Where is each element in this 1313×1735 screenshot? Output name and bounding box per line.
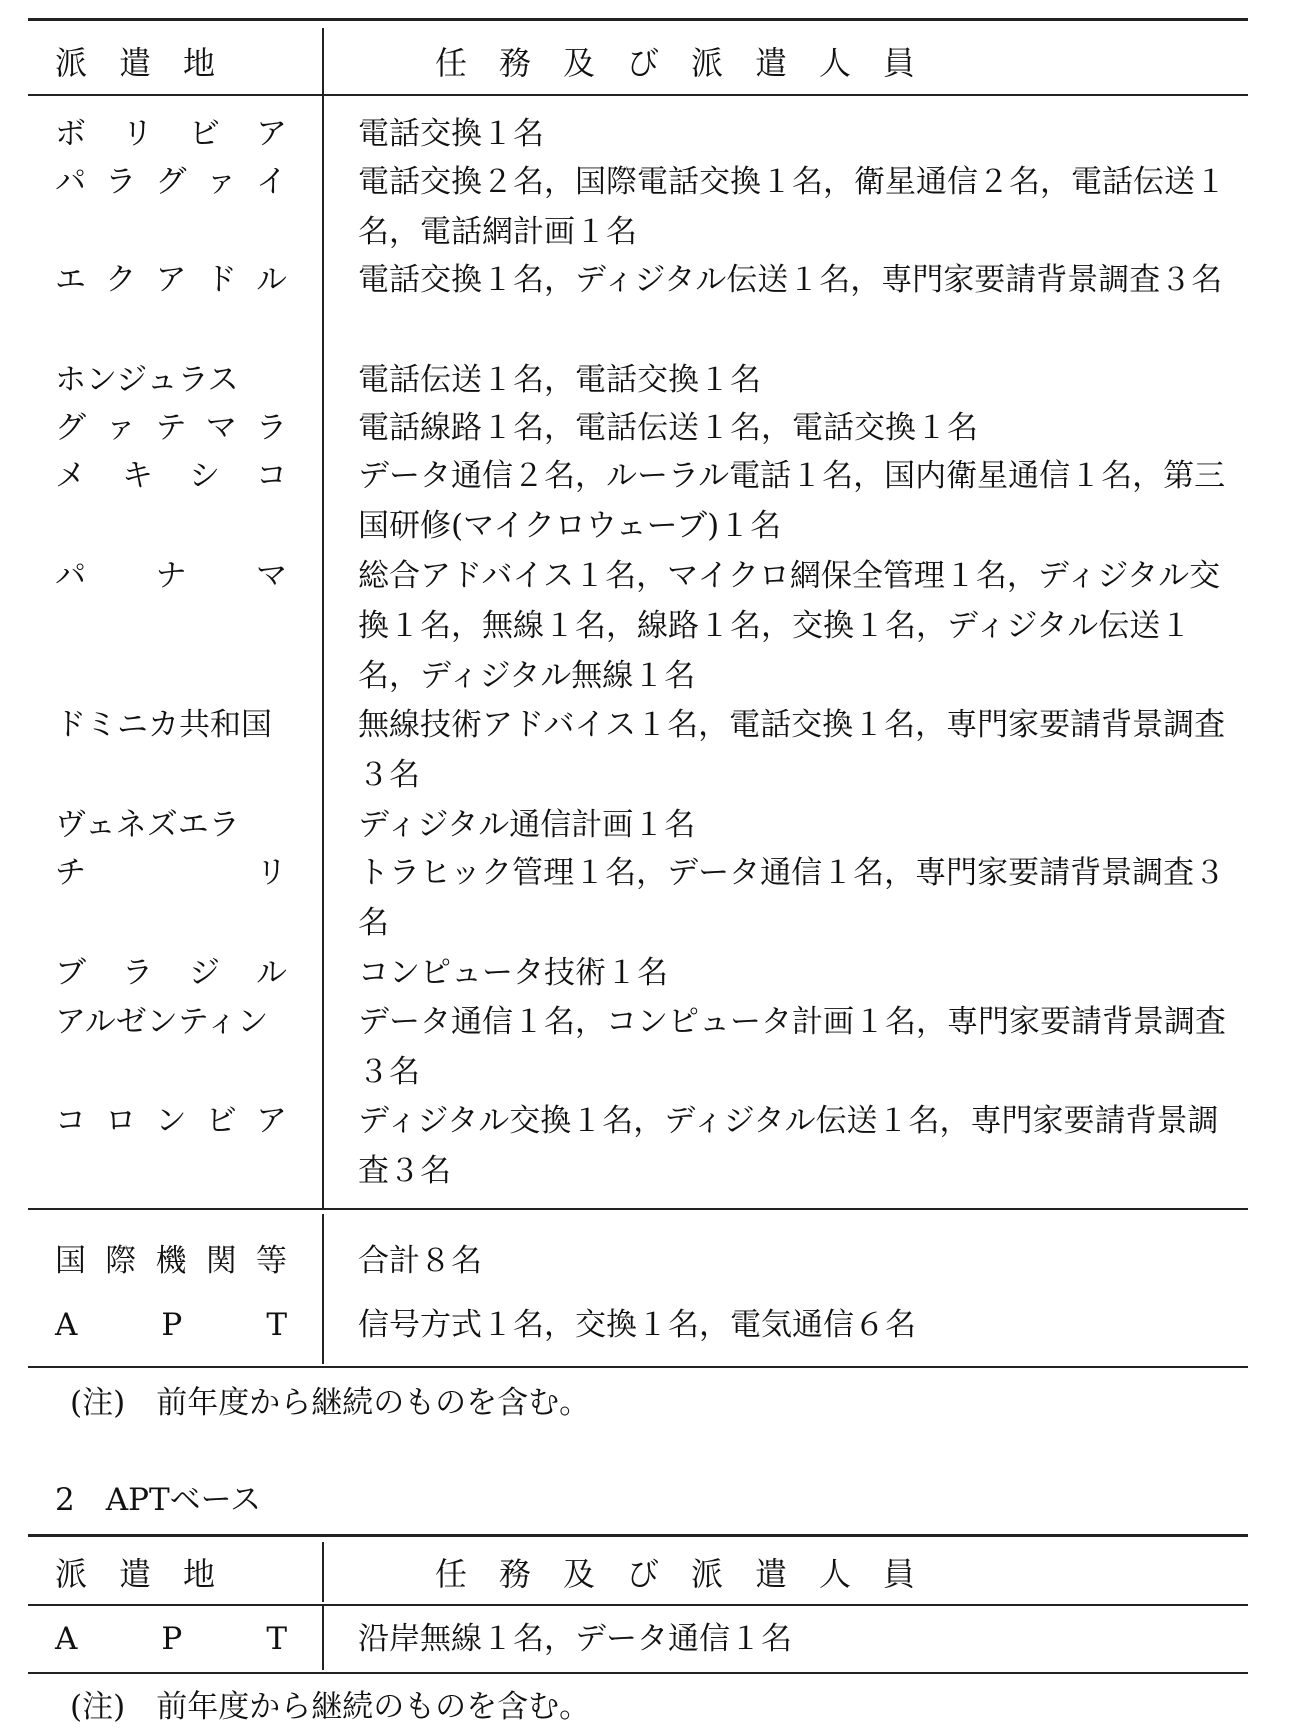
country-char: コ bbox=[55, 1103, 86, 1139]
table-row-country bbox=[55, 109, 287, 159]
country-char: ア bbox=[256, 1103, 287, 1139]
section2-title: 2 APTベース bbox=[55, 1482, 262, 1518]
table-row-duties: 電話交換２名，国際電話交換１名，衛星通信２名，電話伝送１名，電話網計画１名 bbox=[358, 164, 1226, 250]
table-row-country bbox=[55, 1236, 287, 1286]
table-row-duties: データ通信２名，ルーラル電話１名，国内衛星通信１名，第三国研修(マイクロウェーブ)１名 bbox=[358, 458, 1226, 544]
table1-header-duties: 任 務 及 び 派 遣 人 員 bbox=[435, 44, 916, 82]
country-char: ビ bbox=[189, 116, 220, 152]
country-char: パ bbox=[55, 164, 86, 200]
table-row-country bbox=[55, 948, 287, 998]
country-char: 関 bbox=[205, 1243, 237, 1279]
country-char: T bbox=[266, 1307, 287, 1343]
country-char: ラ bbox=[256, 410, 287, 446]
country-char: イ bbox=[256, 164, 287, 200]
country-char: リ bbox=[122, 116, 153, 152]
country-char: 国 bbox=[55, 1243, 86, 1279]
table-row-duties: 総合アドバイス１名，マイクロ網保全管理１名，ディジタル交換１名，無線１名，線路１名，交換１名，ディジタル伝送１名，ディジタル無線１名 bbox=[358, 558, 1221, 694]
table2-header-duties: 任 務 及 び 派 遣 人 員 bbox=[435, 1555, 916, 1593]
country-char: ブ bbox=[55, 955, 86, 991]
table1-header-divider bbox=[322, 28, 324, 94]
table-row-duties: 電話伝送１名，電話交換１名 bbox=[358, 362, 761, 398]
table-row-country bbox=[55, 451, 287, 501]
table2-header-divider bbox=[322, 1542, 324, 1602]
table-row-country: アルゼンティン bbox=[55, 1004, 269, 1040]
country-char: コ bbox=[256, 458, 287, 494]
table-row-duties: 電話線路１名，電話伝送１名，電話交換１名 bbox=[358, 410, 978, 446]
table2-top-rule bbox=[28, 1534, 1248, 1537]
table-row-duties: ディジタル通信計画１名 bbox=[358, 807, 696, 843]
country-char: 等 bbox=[256, 1243, 287, 1279]
country-char: シ bbox=[189, 458, 220, 494]
country-char: ン bbox=[155, 1103, 187, 1139]
country-char: ラ bbox=[105, 164, 137, 200]
country-char: キ bbox=[122, 458, 153, 494]
country-char: グ bbox=[55, 410, 86, 446]
table-row-duties: ディジタル交換１名，ディジタル伝送１名，専門家要請背景調査３名 bbox=[358, 1103, 1219, 1189]
country-char: グ bbox=[155, 164, 187, 200]
country-char: 機 bbox=[155, 1243, 187, 1279]
country-char: ボ bbox=[55, 116, 86, 152]
table-row-country: ヴェネズエラ bbox=[55, 807, 240, 843]
country-char: T bbox=[266, 1621, 287, 1657]
table-row-country: ドミニカ共和国 bbox=[55, 707, 272, 743]
table2-body-divider bbox=[322, 1606, 324, 1670]
table1-body-divider bbox=[322, 96, 324, 1210]
table-row-country: ホンジュラス bbox=[55, 362, 239, 398]
country-char: A bbox=[55, 1621, 78, 1657]
table1-section-rule bbox=[28, 1208, 1248, 1210]
country-char: マ bbox=[205, 410, 237, 446]
country-char: ナ bbox=[155, 558, 187, 594]
country-char: ル bbox=[256, 262, 287, 298]
table1-intl-divider bbox=[322, 1214, 324, 1364]
country-char: ロ bbox=[105, 1103, 137, 1139]
country-char: エ bbox=[55, 262, 86, 298]
table-row-country bbox=[55, 848, 287, 898]
country-char: メ bbox=[55, 458, 86, 494]
country-char: P bbox=[161, 1621, 183, 1657]
country-char: A bbox=[55, 1307, 78, 1343]
table-row-country bbox=[55, 1614, 287, 1664]
table-row-country bbox=[55, 403, 287, 453]
country-char: リ bbox=[256, 855, 287, 891]
country-char: ァ bbox=[105, 410, 137, 446]
table-row-country bbox=[55, 157, 287, 207]
country-char: ァ bbox=[205, 164, 237, 200]
table-row-duties: 合計８名 bbox=[358, 1243, 482, 1279]
table2-header-destination: 派 遣 地 bbox=[55, 1555, 216, 1593]
table1-bottom-rule bbox=[28, 1366, 1248, 1368]
table-row-country bbox=[55, 551, 287, 601]
table-row-country bbox=[55, 255, 287, 305]
table-row-country bbox=[55, 1300, 287, 1350]
country-char: ド bbox=[205, 262, 237, 298]
table-row-duties: 沿岸無線１名，データ通信１名 bbox=[358, 1621, 792, 1657]
table1-note: (注) 前年度から継続のものを含む。 bbox=[70, 1385, 591, 1421]
table2-note: (注) 前年度から継続のものを含む。 bbox=[70, 1689, 591, 1725]
country-char: チ bbox=[55, 855, 86, 891]
country-char: ク bbox=[105, 262, 137, 298]
country-char: パ bbox=[55, 558, 86, 594]
table2-header-rule bbox=[28, 1604, 1248, 1606]
table2-bottom-rule bbox=[28, 1672, 1248, 1674]
country-char: ア bbox=[155, 262, 187, 298]
country-char: テ bbox=[155, 410, 187, 446]
country-char: ジ bbox=[189, 955, 220, 991]
country-char: ル bbox=[256, 955, 287, 991]
country-char: ア bbox=[256, 116, 287, 152]
country-char: 際 bbox=[105, 1243, 137, 1279]
table1-header-rule bbox=[28, 94, 1248, 96]
table1-header-destination: 派 遣 地 bbox=[55, 44, 216, 82]
table-row-duties: 信号方式１名，交換１名，電気通信６名 bbox=[358, 1307, 916, 1343]
country-char: ビ bbox=[205, 1103, 237, 1139]
table-row-duties: 電話交換１名 bbox=[358, 116, 544, 152]
country-char: マ bbox=[256, 558, 287, 594]
table-row-duties: 無線技術アドバイス１名，電話交換１名，専門家要請背景調査３名 bbox=[358, 707, 1226, 793]
country-char: P bbox=[161, 1307, 183, 1343]
table-row-duties: トラヒック管理１名，データ通信１名，専門家要請背景調査３名 bbox=[358, 855, 1226, 941]
table1-top-rule bbox=[28, 18, 1248, 21]
table-row-country bbox=[55, 1096, 287, 1146]
table-row-duties: コンピュータ技術１名 bbox=[358, 955, 668, 991]
table-row-duties: 電話交換１名，ディジタル伝送１名，専門家要請背景調査３名 bbox=[358, 262, 1223, 298]
country-char: ラ bbox=[122, 955, 153, 991]
table-row-duties: データ通信１名，コンピュータ計画１名，専門家要請背景調査３名 bbox=[358, 1004, 1226, 1090]
